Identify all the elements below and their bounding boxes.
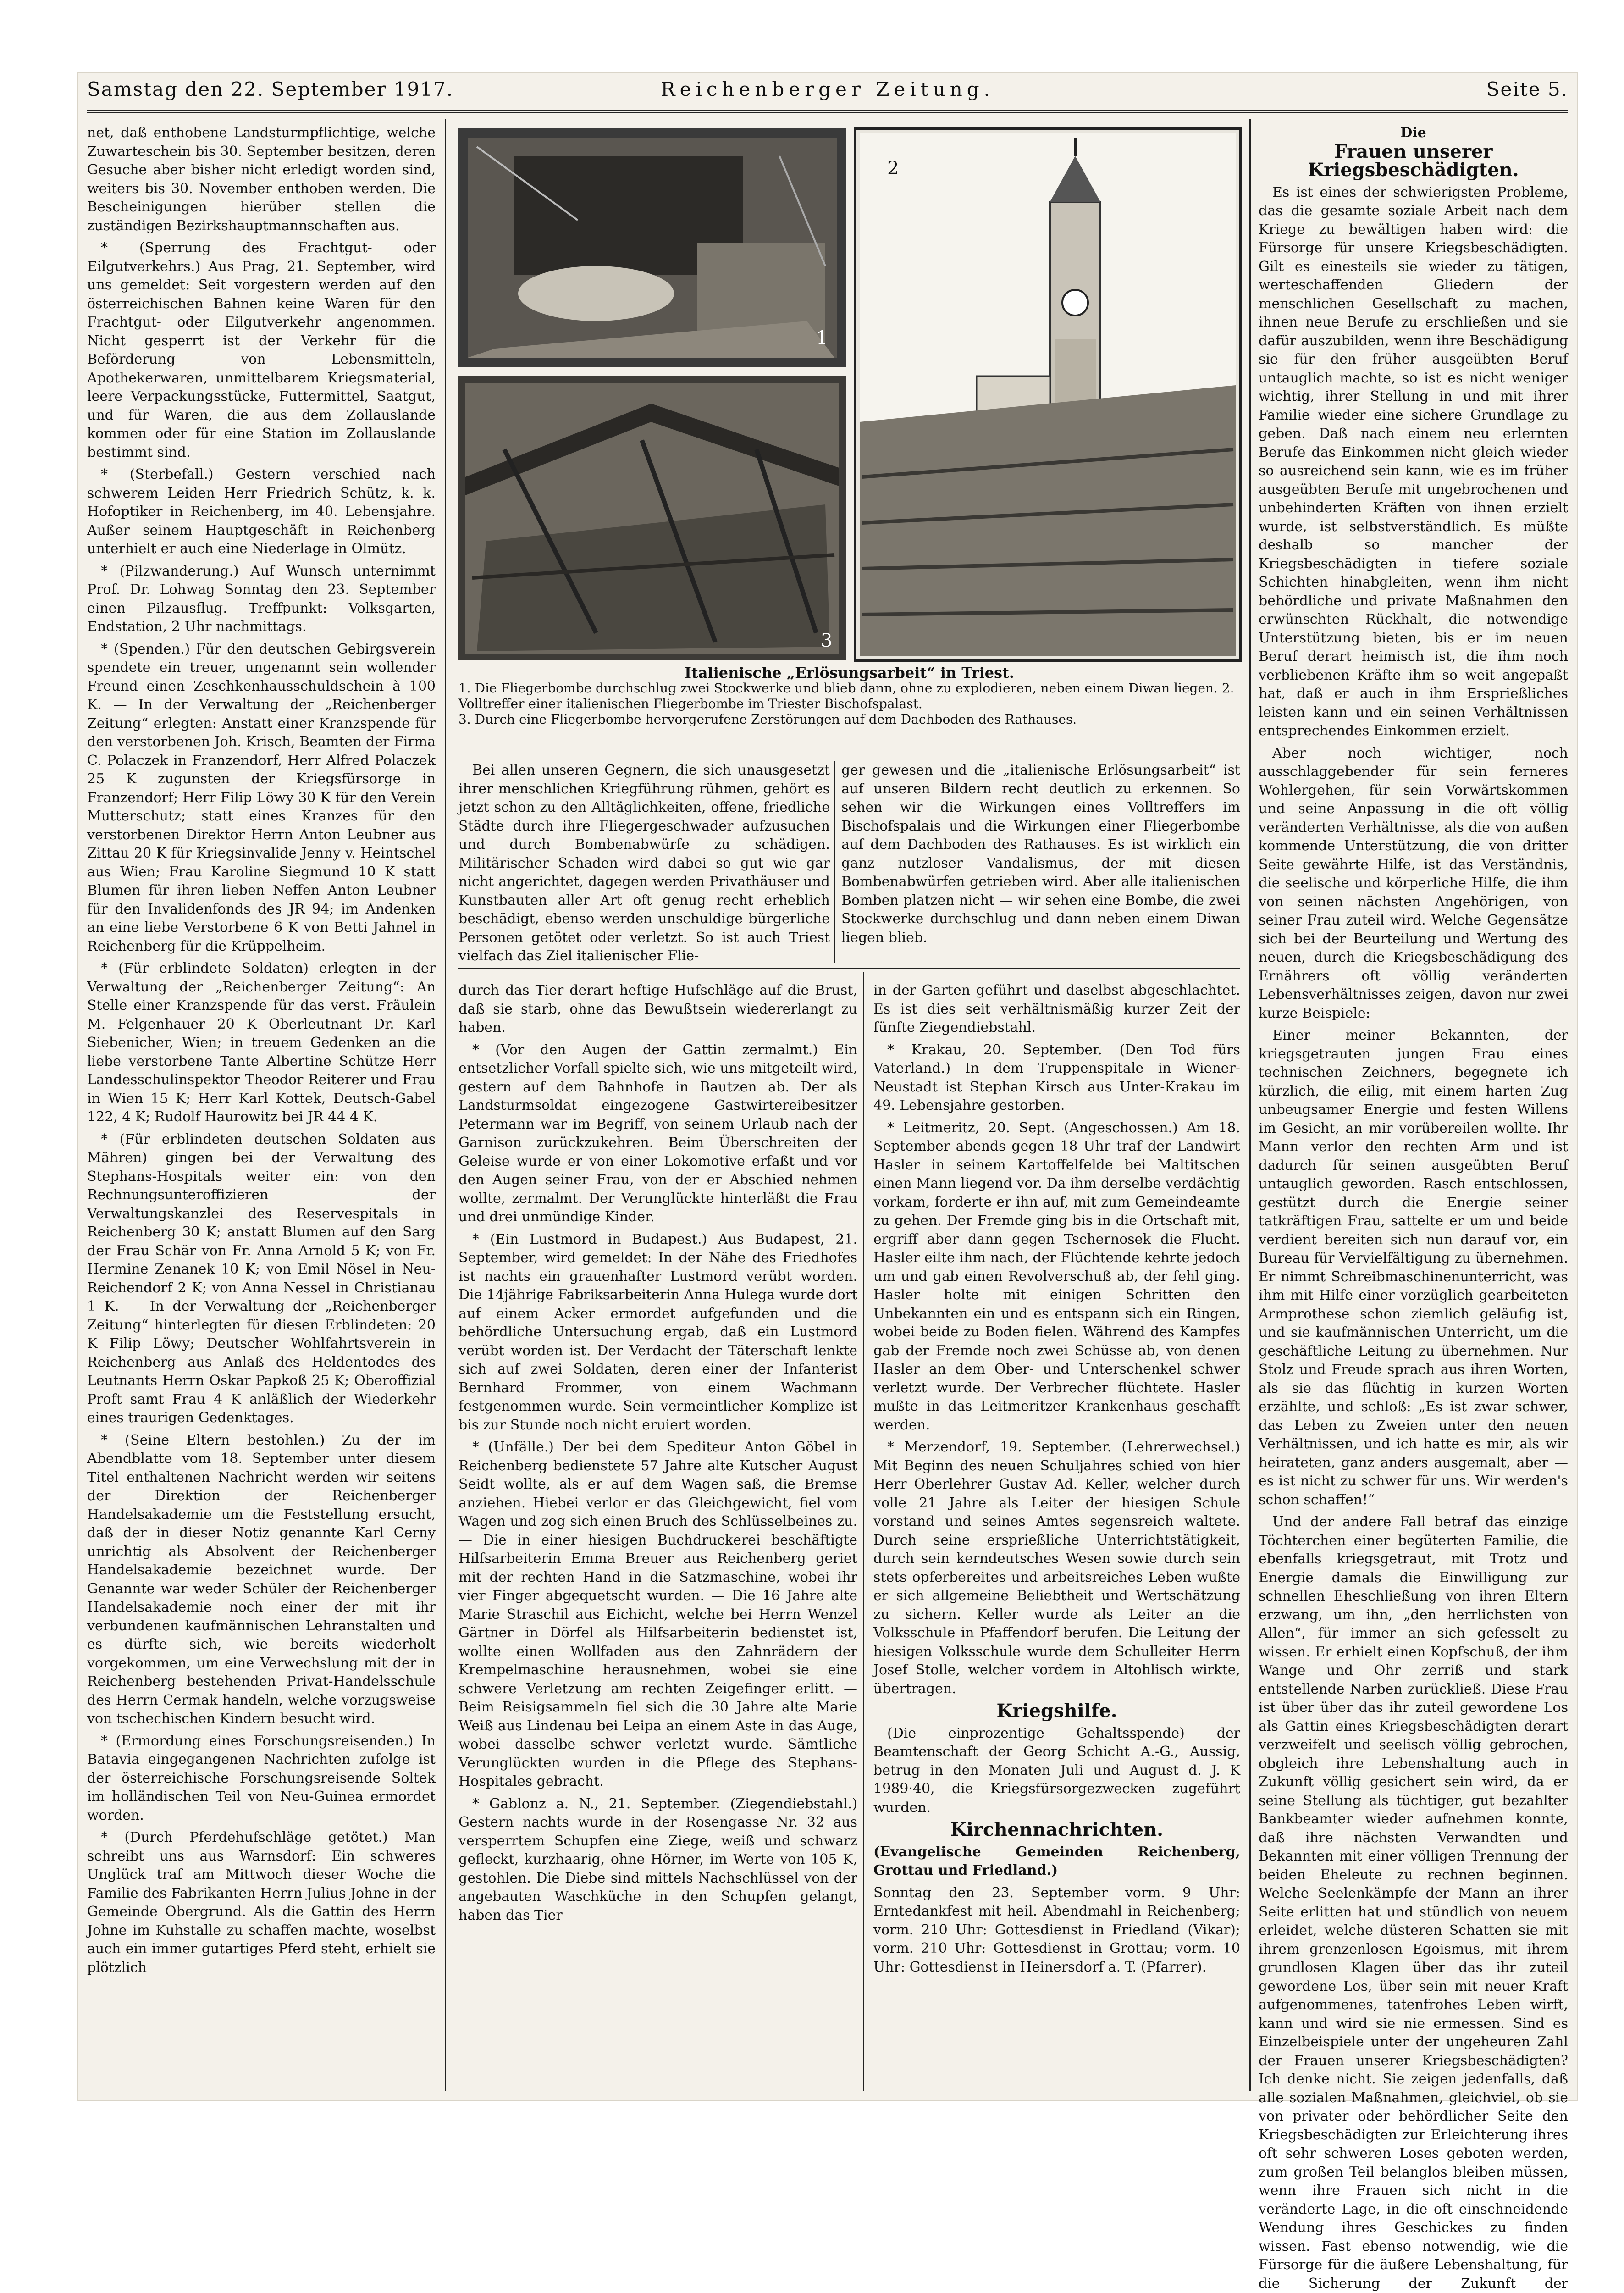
article-title: Frauen unserer Kriegsbeschädigten. xyxy=(1308,140,1519,181)
paragraph: * (Pilzwanderung.) Auf Wunsch unternimmt Prof. Dr. Lohwag Sonntag den 23. September einen Pilzausflug. Treffpunkt: Volksgarten, Endstation, 2 Uhr nachmittags. xyxy=(87,563,436,635)
paragraph: * Krakau, 20. September. (Den Tod fürs Vaterland.) In dem Truppenspitale in Wiener-Neustadt ist Stephan Kirsch aus Unter-Krakau im 49. Lebensjahre gestorben. xyxy=(873,1041,1240,1113)
paragraph: * (Seine Eltern bestohlen.) Zu der im Abendblatte vom 18. September unter diesem Titel enthaltenen Nachricht werden wir seitens der Direktion der Reichenberger Handelsakademie um die Feststellung ersucht, daß der in dieser Notiz genannte Karl Cerny unrichtig als Absolvent der Reichenberger Handelsakademie bezeichnet wurde. Der Genannte war weder Schüler der Reichenberger Handelsakademie noch einer der mit ihr verbundenen kaufmännischen Lehranstalten und es dürfte sich, wie bereits wiederholt vorgekommen, um eine Verwechslung mit der in Reichenberg bestehenden Privat-Handelsschule des Herrn Cermak handeln, welche vorzugsweise von tschechischen Kindern besucht wird. xyxy=(87,1432,436,1727)
photo-bomb-in-room xyxy=(458,128,846,367)
paragraph: * (Durch Pferdehufschläge getötet.) Man schreibt uns aus Warnsdorf: Ein schweres Unglück traf am Mittwoch dieser Woche die Familie des Fabrikanten Herrn Julius Johne in der Gemeinde Obergrund. Als die Gattin des Herrn Johne im Kuhstalle zu schaffen machte, woselbst auch ein immer gutartiges Pferd steht, erhielt sie plötzlich xyxy=(87,1829,436,1976)
paragraph: in der Garten geführt und daselbst abgeschlachtet. Es ist dies seit verhältnismäßig kurzer Zeit der fünfte Ziegendiebstahl. xyxy=(873,982,1240,1036)
newspaper-page xyxy=(78,73,1577,2292)
caption-title: Italienische „Erlösungsarbeit“ in Triest. xyxy=(684,664,1015,681)
caption-line: 1. Die Fliegerbombe durchschlug zwei Stockwerke und blieb dann, ohne zu explodieren, neben einem Diwan liegen. 2. Volltreffer einer italienischen Fliegerbombe im Triester Bischofspalast. xyxy=(458,681,1234,711)
header-date: Samstag den 22. September 1917. xyxy=(87,78,454,100)
column-3 xyxy=(873,981,1240,2096)
paragraph: * (Sterbefall.) Gestern verschied nach schwerem Leiden Herr Friedrich Schütz, k. k. Hofoptiker in Reichenberg, im 40. Lebensjahre. Außer seinem Hauptgeschäft in Reichenberg unterhielt er auch eine Niederlage in Olmütz. xyxy=(87,466,436,557)
section-heading-kriegshilfe: Kriegshilfe. xyxy=(996,1700,1117,1722)
header-masthead: Reichenberger Zeitung. xyxy=(660,78,995,100)
paragraph: Bei allen unseren Gegnern, die sich unausgesetzt ihrer menschlichen Kriegführung rühmen, gehört es jetzt schon zu den Alltäglichkeiten, offene, friedliche Städte durch ihre Fliegergeschwader aufzusuchen und durch Bombenabwürfe zu schädigen. Militärischer Schaden wird dabei so gut wie gar nicht angerichtet, dagegen werden Privathäuser und Kunstbauten aller Art oft genug recht erheblich beschädigt, ebenso werden unschuldige bürgerliche Personen getötet oder verletzt. So ist auch Triest vielfach das Ziel italienischer Flie- xyxy=(458,762,830,964)
photo-roof-damage xyxy=(458,376,846,660)
article-title-small: Die xyxy=(1400,125,1426,141)
horizontal-rule xyxy=(458,968,1240,969)
column-1 xyxy=(87,124,436,2096)
paragraph: * (Sperrung des Frachtgut- oder Eilgutverkehrs.) Aus Prag, 21. September, wird uns gemeldet: Seit vorgestern werden auf den österreichischen Bahnen keine Waren für den Frachtgut- oder Eilgutverkehr angenommen. Nicht gesperrt ist der Verkehr für die Beförderung von Lebensmitteln, Apothekerwaren, unmittelbarem Kriegsmaterial, leere Verpackungsstücke, Futtermittel, Saatgut, und für Waren, die aus dem Zollauslande kommen oder für eine Station im Zollauslande bestimmt sind. xyxy=(87,240,436,460)
article-intro-right xyxy=(841,761,1240,958)
paragraph: * Gablonz a. N., 21. September. (Ziegendiebstahl.) Gestern nachts wurde in der Rosengasse Nr. 32 aus versperrtem Schupfen eine Ziege, weiß und schwarz gefleckt, kurzhaarig, ohne Hörner, im Werte von 105 K, gestohlen. Die Diebe sind mittels Nachschlüssel von der angebauten Waschküche in den Schupfen gelangt, haben das Tier xyxy=(458,1795,857,1923)
paragraph: * (Unfälle.) Der bei dem Spediteur Anton Göbel in Reichenberg bedienstete 57 Jahre alte Kutscher August Seidt wollte, als er auf dem Wagen saß, die Bremse anziehen. Hiebei verlor er das Gleichgewicht, fiel vom Wagen und zog sich einen Bruch des Schlüsselbeines zu. — Die in einer hiesigen Buchdruckerei beschäftigte Hilfsarbeiterin Emma Breuer aus Reichenberg geriet mit der rechten Hand in die Satzmaschine, wobei ihr vier Finger abgequetscht wurden. — Die 16 Jahre alte Marie Straschil aus Eichicht, welche bei Herrn Wenzel Gärtner in Dörfel als Hilfsarbeiterin bedienstet ist, wollte einen Wollfaden aus den Zahnrädern der Krempelmaschine herausnehmen, wobei sie eine schwere Verletzung am rechten Zeigefinger erlitt. — Beim Reisigsammeln fiel sich die 30 Jahre alte Marie Weiß aus Lindenau bei Leipa an einem Aste in das Auge, wobei dasselbe schwer verletzt wurde. Sämtliche Verunglückten wurden in die Pflege des Stephans-Hospitales gebracht. xyxy=(458,1439,857,1789)
caption-line: 3. Durch eine Fliegerbombe hervorgerufene Zerstörungen auf dem Dachboden des Rathauses. xyxy=(458,712,1077,727)
paragraph: Und der andere Fall betraf das einzige Töchterchen einer begüterten Familie, die ebenfalls kriegsgetraut, mit Trotz und Energie damals die Einwilligung zur schnellen Eheschließung von ihren Eltern erzwang, um ihn, „den herrlichsten von Allen“, für immer an sich gefesselt zu wissen. Er erhielt einen Kopfschuß, der ihm Wange und Ohr zerriß und stark entstellende Narben zurückließ. Diese Frau ist über über das ihr zuteil gewordene Los als Gattin eines Kriegsbeschädigten derart verzweifelt und seelisch völlig gebrochen, obgleich ihre Lebenshaltung auch in Zukunft völlig gesichert sein wird, da er seine Stellung als tüchtiger, gut bezahlter Bankbeamter wieder aufnehmen konnte, daß ihre nächsten Verwandten und Bekannten mit einer völligen Trennung der beiden Eheleute zu rechnen beginnen. Welche Seelenkämpfe der Mann an ihrer Seite erlitten hat und stündlich von neuem erleidet, welche düsteren Schatten sie mit ihrem grenzenlosen Egoismus, mit ihrem grundlosen Klagen über das ihr zuteil gewordene Los, über sein mit neuer Kraft aufgenommenes, tatenfrohes Leben wirft, kann und wird sie nie ermessen. Sind es Einzelbeispiele unter der ungeheuren Zahl der Frauen unserer Kriegsbeschädigten? Ich denke nicht. Sie zeigen jedenfalls, daß alle sozialen Maßnahmen, gleichviel, ob sie von privater oder behördlicher Seite den Kriegsbeschädigten zur Erleichterung ihres oft sehr schweren Loses geboten werden, zum großen Teil belanglos bleiben müssen, wenn ihre Frauen sich nicht in die veränderte Lage, in die oft einschneidende Wendung ihres Geschickes zu finden wissen. Fast ebenso notwendig, wie die Fürsorge für die äußere Lebenshaltung, für die Sicherung der Zukunft der xyxy=(1259,1514,1568,2292)
column-rule xyxy=(863,972,864,2091)
column-4 xyxy=(1259,124,1568,2292)
paragraph: * (Ein Lustmord in Budapest.) Aus Budapest, 21. September, wird gemeldet: In der Nähe des Friedhofes ist nachts ein grauenhafter Lustmord verübt worden. Die 14jährige Fabriksarbeiterin Anna Hulega wurde dort auf einem Acker ermordet aufgefunden und die behördliche Untersuchung ergab, daß ein Lustmord verübt worden ist. Der Verdacht der Täterschaft lenkte sich auf zwei Soldaten, deren einer der Infanterist Bernhard Frommer, von einem Wachmann festgenommen wurde. Sein vermeintlicher Komplize ist bis zur Stunde noch nicht eruiert worden. xyxy=(458,1231,857,1433)
paragraph: Sonntag den 23. September vorm. 9 Uhr: Erntedankfest mit heil. Abendmahl in Reichenberg; vorm. 210 Uhr: Gottesdienst in Friedland (Vikar); vorm. 210 Uhr: Gottesdienst in Grottau; vorm. 10 Uhr: Gottesdienst in Heinersdorf a. T. (Pfarrer). xyxy=(873,1884,1240,1975)
paragraph: * (Ermordung eines Forschungsreisenden.) In Batavia eingegangenen Nachrichten zufolge ist der österreichische Forschungsreisende Soltek im holländischen Teil von Neu-Guinea ermordet worden. xyxy=(87,1733,436,1823)
paragraph: Es ist eines der schwierigsten Probleme, das die gesamte soziale Arbeit nach dem Kriege zu bewältigen haben wird: die Fürsorge für unsere Kriegsbeschädigten. Gilt es einesteils sie wieder zu tätigen, werteschaffenden Gliedern der menschlichen Gesellschaft zu machen, ihnen neue Berufe zu erschließen und sie dafür auszubilden, wenn ihre Beschädigung sie für den früher ausgeübten Beruf untauglich machte, so ist es nicht weniger wichtig, ihrer Stellung in und mit ihrer Familie wieder eine sichere Grundlage zu geben. Daß nach einem neu erlernten Berufe das Einkommen nicht gleich wieder so ausreichend sein kann, wie es im früher ausgeübten Berufe mit ungebrochenen und unbehinderten Kräften von ihnen erzielt wurde, ist selbstverständlich. Es müßte deshalb so mancher der Kriegsbeschädigten in tiefere soziale Schichten hinabgleiten, wenn ihm nicht behördliche und private Maßnahmen den erwünschten Rückhalt, die notwendige Unterstützung bieten, bis er im neuen Beruf derart heimisch ist, die ihm noch verbliebenen Kräfte ihm so weit angepaßt hat, daß er auch in ihm Ersprießliches leisten kann und ein seinen Verhältnissen entsprechendes Einkommen erzielt. xyxy=(1259,184,1568,739)
section-subheading: (Evangelische Gemeinden Reichenberg, Grottau und Friedland.) xyxy=(873,1844,1240,1878)
paragraph: net, daß enthobene Landsturmpflichtige, welche Zuwarteschein bis 30. September besitzen, deren Gesuche aber bisher nicht erledigt worden sind, weiters bis 30. November enthoben werden. Die Bescheinigungen hierüber stellen die zuständigen Bezirkshauptmannschaften aus. xyxy=(87,125,436,234)
page-header xyxy=(87,73,1568,113)
header-page-number: Seite 5. xyxy=(1486,78,1568,100)
photo-label: 1 xyxy=(816,327,828,349)
column-rule xyxy=(1249,119,1251,2091)
article-intro-left xyxy=(458,761,830,964)
section-heading-kirchennachrichten: Kirchennachrichten. xyxy=(950,1819,1164,1840)
photo-caption xyxy=(458,665,1240,727)
paragraph: * (Vor den Augen der Gattin zermalmt.) Ein entsetzlicher Vorfall spielte sich, wie uns mitgeteilt wird, gestern auf dem Bahnhofe in Bautzen ab. Der als Landsturmsoldat eingezogene Gastwirtereibesitzer Petermann war im Begriff, von seinem Urlaub nach der Garnison zurückzukehren. Beim Überschreiten der Geleise wurde er von einer Lokomotive erfaßt und vor den Augen seiner Frau, von der er Abschied nehmen wollte, zermalmt. Der Verunglückte hinterläßt die Frau und drei unmündige Kinder. xyxy=(458,1041,857,1225)
paragraph: Aber noch wichtiger, noch ausschlaggebender für sein ferneres Wohlergehen, für sein Vorwärtskommen und seine Anpassung in die oft völlig veränderten Verhältnisse, als die von außen kommende Unterstützung, die von dritter Seite gewährte Hilfe, ist das Verständnis, die seelische und körperliche Hilfe, die ihm von seinen nächsten Angehörigen, von seiner Frau zuteil wird. Welche Gegensätze sich bei der Beurteilung und Wertung des neuen, durch die Kriegsbeschädigung des Ernährers oft völlig veränderten Lebensverhältnisses zeigen, davon nur zwei kurze Beispiele: xyxy=(1259,745,1568,1021)
paragraph: (Die einprozentige Gehaltsspende) der Beamtenschaft der Georg Schicht A.-G., Aussig, betrug in den Monaten Juli und August d. J. K 1989·40, die Kriegsfürsorgezwecken zugeführt wurden. xyxy=(873,1725,1240,1816)
column-rule xyxy=(445,119,446,2091)
paragraph: ger gewesen und die „italienische Erlösungsarbeit“ ist auf unseren Bildern recht deutlich zu erkennen. So sehen wir die Wirkungen eines Volltreffers im Bischofspalais und die Wirkungen einer Fliegerbombe auf dem Dachboden des Rathauses. Es ist wirklich ein ganz nutzloser Vandalismus, der mit diesen Bombenabwürfen getrieben wird. Aber alle italienischen Bomben platzen nicht — wir sehen eine Bombe, die zwei Stockwerke durchschlug und dann neben einem Diwan liegen blieb. xyxy=(841,762,1240,946)
paragraph: * (Für erblindete Soldaten) erlegten in der Verwaltung der „Reichenberger Zeitung“: An Stelle einer Kranzspende für das verst. Fräulein M. Felgenhauer 20 K Oberleutnant Dr. Karl Siebenicher, Wien; in treuem Gedenken an die liebe verstorbene Tante Albertine Schütze Herr Landesschulinspektor Theodor Reiterer und Frau in Wien 15 K; Herr Karl Kottek, Deutsch-Gabel 122, 4 K; Rudolf Haurowitz bei JR 44 4 K. xyxy=(87,960,436,1125)
paragraph: * (Spenden.) Für den deutschen Gebirgsverein spendete ein treuer, ungenannt sein wollender Freund einen Zeschkenhausschuldschein à 100 K. — In der Verwaltung der „Reichenberger Zeitung“ erlegten: Anstatt einer Kranzspende für den verstorbenen Joh. Krisch, Beamten der Firma C. Polaczek in Franzendorf, Herr Alfred Polaczek 25 K zugunsten der Kriegsfürsorge in Franzendorf; Herr Filip Löwy 30 K für den Verein Mutterschutz; statt eines Kranzes für den verstorbenen Direktor Herrn Anton Leubner aus Zittau 20 K für Kriegsinvalide Jenny v. Heintschel aus Wien; Frau Karoline Siegmund 10 K statt Blumen für ihren lieben Neffen Anton Leubner für den Invalidenfonds des JR 94; im Andenken an eine liebe Verstorbene 6 K von Betti Jahnel in Reichenberg für die Krüppelheim. xyxy=(87,641,436,954)
photo-label: 3 xyxy=(821,630,833,651)
column-rule xyxy=(834,761,835,963)
photo-collage xyxy=(458,128,1240,699)
paragraph: * (Für erblindeten deutschen Soldaten aus Mähren) gingen bei der Verwaltung des Stephans-Hospitals weiter ein: von den Rechnungsunteroffizieren der Verwaltungskanzlei des Reservespitals in Reichenberg 30 K; anstatt Blumen auf den Sarg der Frau Schär von Fr. Anna Arnold 5 K; von Fr. Hermine Zenanek 10 K; von Emil Nösel in Neu-Reichendorf 2 K; von Anna Nessel in Christianau 1 K. — In der Verwaltung der „Reichenberger Zeitung“ hinterlegten für diesen Erblindeten: 20 K Filip Löwy; Deutscher Wohlfahrtsverein in Reichenberg aus Anlaß des Heldentodes des Leutnants Herrn Oskar Papkoß 25 K; Oberoffizial Proft samt Frau 4 K anläßlich der Wiederkehr eines traurigen Gedenktages. xyxy=(87,1131,436,1426)
photo-label: 2 xyxy=(887,158,899,179)
paragraph: Einer meiner Bekannten, der kriegsgetrauten jungen Frau eines technischen Zeichners, begegnete ich kürzlich, die eilig, mit einem harten Zug unbeugsamer Energie und festen Willens im Gesicht, an mir vorübereilen wollte. Ihr Mann verlor den rechten Arm und ist dadurch für seinen ausgeübten Beruf untauglich geworden. Rasch entschlossen, gestützt durch die Energie seiner tatkräftigen Frau, sattelte er um und beide verdient bereiten sich nun darauf vor, ein Bureau für Vervielfältigung zu übernehmen. Er nimmt Schreibmaschinenunterricht, was ihm mit Hilfe einer vorzüglich gearbeiteten Armprothese schon ziemlich geläufig ist, und sie kaufmännischen Unterricht, um die geschäftliche Leitung zu übernehmen. Nur Stolz und Freude sprach aus ihren Worten, als sie das flüchtig in kurzen Worten erzählte, und schloß: „Es ist zwar schwer, das Leben zu Zweien unter den neuen Verhältnissen, und ich hatte es mir, als wir heirateten, ganz anders ausgemalt, aber — es ist nicht zu schwer für uns. Wir werden's schon schaffen!“ xyxy=(1259,1027,1568,1508)
paragraph: * Leitmeritz, 20. Sept. (Angeschossen.) Am 18. September abends gegen 18 Uhr traf der Landwirt Hasler in seinem Kartoffelfelde bei Maltitschen einen Mann liegend vor. Da ihm derselbe verdächtig vorkam, forderte er ihn auf, mit zum Gemeindeamte zu gehen. Der Fremde ging bis in die Ortschaft mit, ergriff aber dann gegen Tschernosek die Flucht. Hasler eilte ihm nach, der Flüchtende kehrte jedoch um und gab einen Revolverschuß ab, der fehl ging. Hasler holte mit einigen Schritten den Unbekannten ein und es entspann sich ein Ringen, wobei beide zu Boden fielen. Während des Kampfes gab der Fremde noch zwei Schüsse ab, von denen Hasler an dem Ober- und Unterschenkel schwer verletzt wurde. Der Verbrecher flüchtete. Hasler mußte in das Leitmeritzer Krankenhaus geschafft werden. xyxy=(873,1119,1240,1433)
photo-bishops-palace xyxy=(855,128,1240,660)
paragraph: * Merzendorf, 19. September. (Lehrerwechsel.) Mit Beginn des neuen Schuljahres schied von hier Herr Oberlehrer Gustav Ad. Keller, welcher durch volle 21 Jahre als Leiter der hiesigen Schule vorstand und seines Amtes segensreich waltete. Durch seine ersprießliche Unterrichtstätigkeit, durch sein kerndeutsches Wesen sowie durch sein stets opferbereites und arbeitsreiches Leben wußte er sich allgemeine Beliebtheit und Wertschätzung zu sichern. Keller wurde als Leiter an die Volksschule in Pfaffendorf berufen. Die Leitung der hiesigen Volksschule wurde dem Schulleiter Herrn Josef Stolle, welcher vordem in Altohlisch wirkte, übertragen. xyxy=(873,1439,1240,1697)
paragraph: durch das Tier derart heftige Hufschläge auf die Brust, daß sie starb, ohne das Bewußtsein wiedererlangt zu haben. xyxy=(458,982,857,1036)
column-2 xyxy=(458,981,857,2096)
